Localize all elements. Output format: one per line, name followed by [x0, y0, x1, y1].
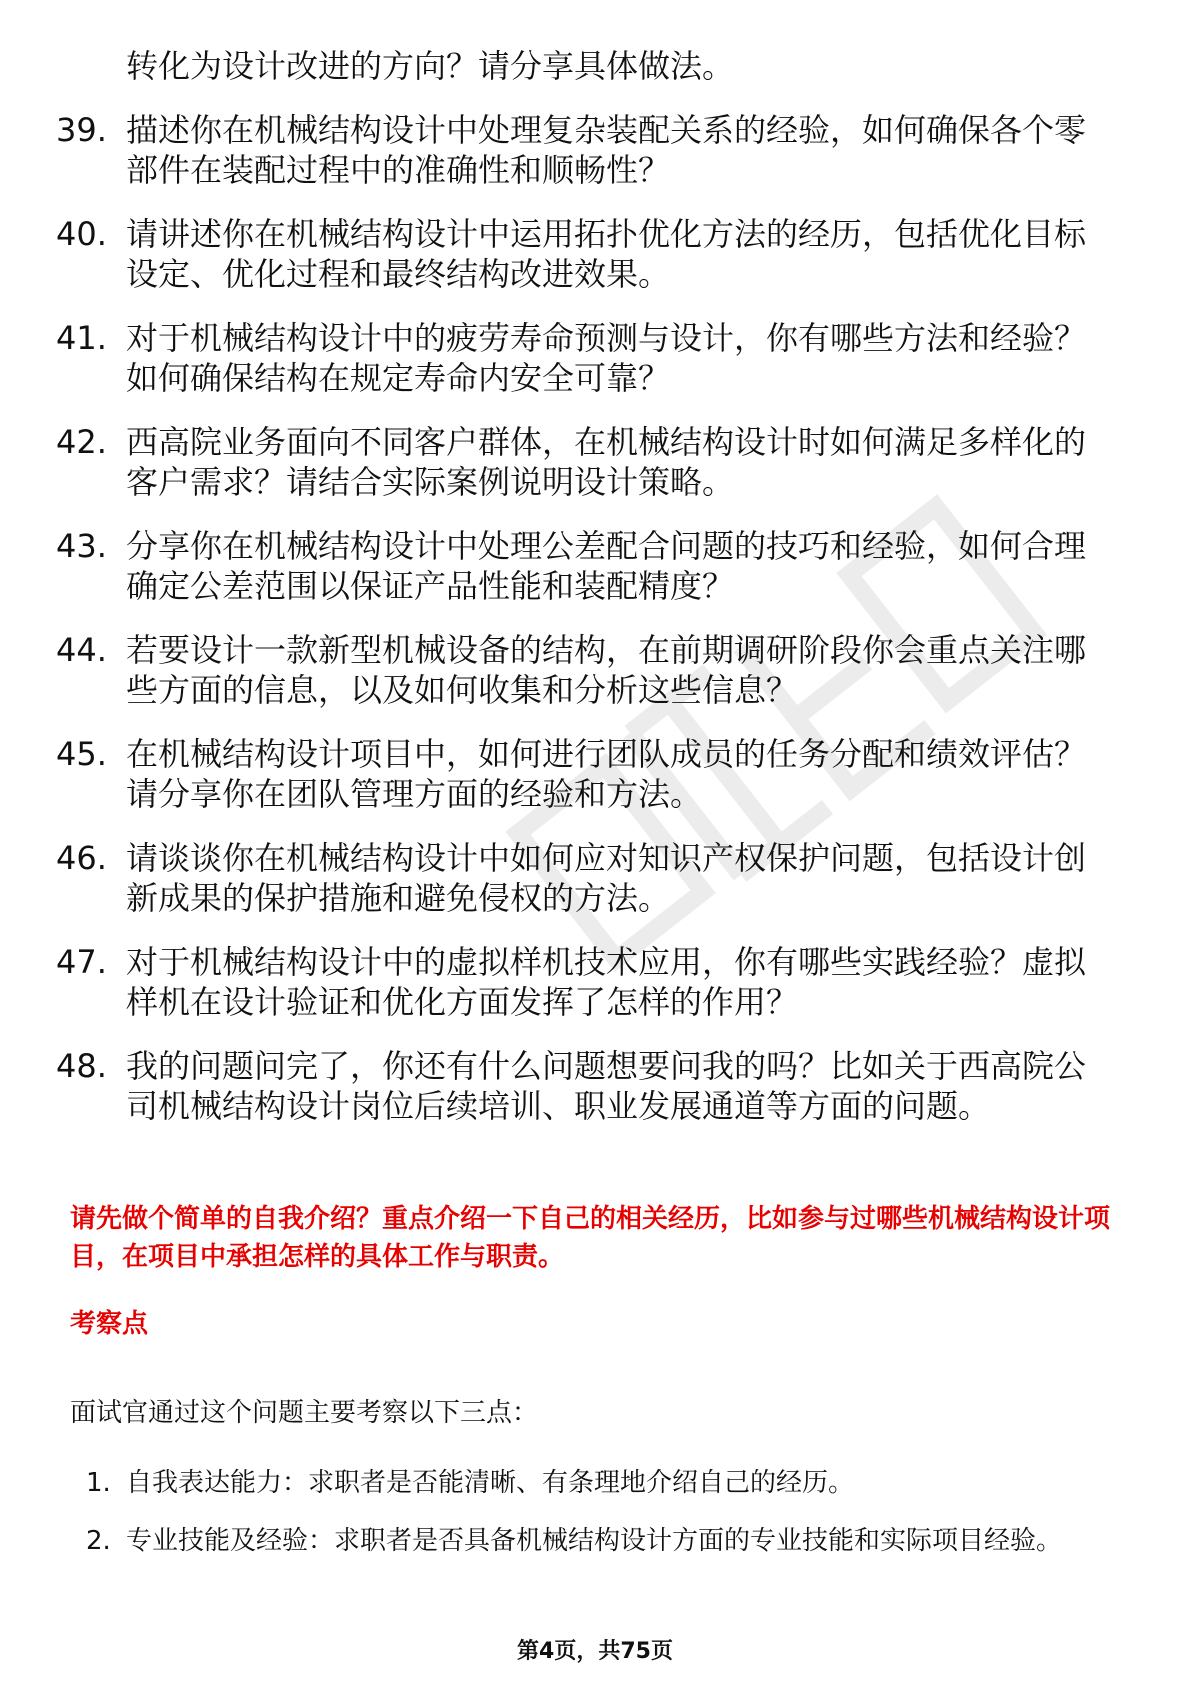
question-number: 40.: [56, 215, 107, 253]
continuation-text: 转化为设计改进的方向？请分享具体做法。: [126, 47, 735, 85]
question-item: [56, 734, 1116, 814]
question-item: [56, 110, 1116, 190]
question-number: 48.: [56, 1047, 107, 1085]
point-text: 专业技能及经验：求职者是否具备机械结构设计方面的专业技能和实际项目经验。: [126, 1526, 1063, 1556]
question-number: 47.: [56, 943, 107, 981]
question-item: [56, 1046, 1116, 1126]
question-number: 45.: [56, 735, 107, 773]
question-number: 46.: [56, 839, 107, 877]
question-number: 41.: [56, 319, 107, 357]
point-text: 自我表达能力：求职者是否能清晰、有条理地介绍自己的经历。: [126, 1468, 855, 1498]
question-text: 请讲述你在机械结构设计中运用拓扑优化方法的经历，包括优化目标设定、优化过程和最终结构改进效果。: [126, 215, 1087, 293]
section-title: 考察点: [70, 1309, 149, 1339]
point-number: 1.: [86, 1468, 111, 1498]
question-number: 43.: [56, 527, 107, 565]
question-item: [56, 526, 1116, 606]
question-number: 39.: [56, 111, 107, 149]
question-text: 西高院业务面向不同客户群体，在机械结构设计时如何满足多样化的客户需求？请结合实际案例说明设计策略。: [126, 423, 1087, 501]
point-number: 2.: [86, 1526, 111, 1556]
question-item: [56, 214, 1116, 294]
question-text: 对于机械结构设计中的疲劳寿命预测与设计，你有哪些方法和经验？如何确保结构在规定寿命内安全可靠？: [126, 319, 1087, 397]
question-item: [56, 942, 1116, 1022]
question-item: [56, 838, 1116, 918]
point-list: [86, 1458, 1110, 1574]
question-list: [56, 110, 1116, 1150]
question-text: 请谈谈你在机械结构设计中如何应对知识产权保护问题，包括设计创新成果的保护措施和避免侵权的方法。: [126, 839, 1087, 917]
page-footer: 第4页，共75页: [517, 1639, 673, 1664]
question-text: 在机械结构设计项目中，如何进行团队成员的任务分配和绩效评估？请分享你在团队管理方面的经验和方法。: [126, 735, 1087, 813]
intro-text: 面试官通过这个问题主要考察以下三点：: [70, 1398, 539, 1428]
highlight-question: 请先做个简单的自我介绍？重点介绍一下自己的相关经历，比如参与过哪些机械结构设计项目，在项目中承担怎样的具体工作与职责。: [70, 1204, 1111, 1272]
question-text: 分享你在机械结构设计中处理公差配合问题的技巧和经验，如何合理确定公差范围以保证产品性能和装配精度？: [126, 527, 1087, 605]
point-item: [86, 1458, 1110, 1508]
question-number: 42.: [56, 423, 107, 461]
question-item: [56, 630, 1116, 710]
question-text: 我的问题问完了，你还有什么问题想要问我的吗？比如关于西高院公司机械结构设计岗位后续培训、职业发展通道等方面的问题。: [126, 1047, 1087, 1125]
question-number: 44.: [56, 631, 107, 669]
question-item: [56, 318, 1116, 398]
point-item: [86, 1516, 1110, 1566]
question-text: 若要设计一款新型机械设备的结构，在前期调研阶段你会重点关注哪些方面的信息，以及如何收集和分析这些信息？: [126, 631, 1087, 709]
question-text: 对于机械结构设计中的虚拟样机技术应用，你有哪些实践经验？虚拟样机在设计验证和优化方面发挥了怎样的作用？: [126, 943, 1087, 1021]
question-text: 描述你在机械结构设计中处理复杂装配关系的经验，如何确保各个零部件在装配过程中的准确性和顺畅性？: [126, 111, 1087, 189]
question-item: [56, 422, 1116, 502]
